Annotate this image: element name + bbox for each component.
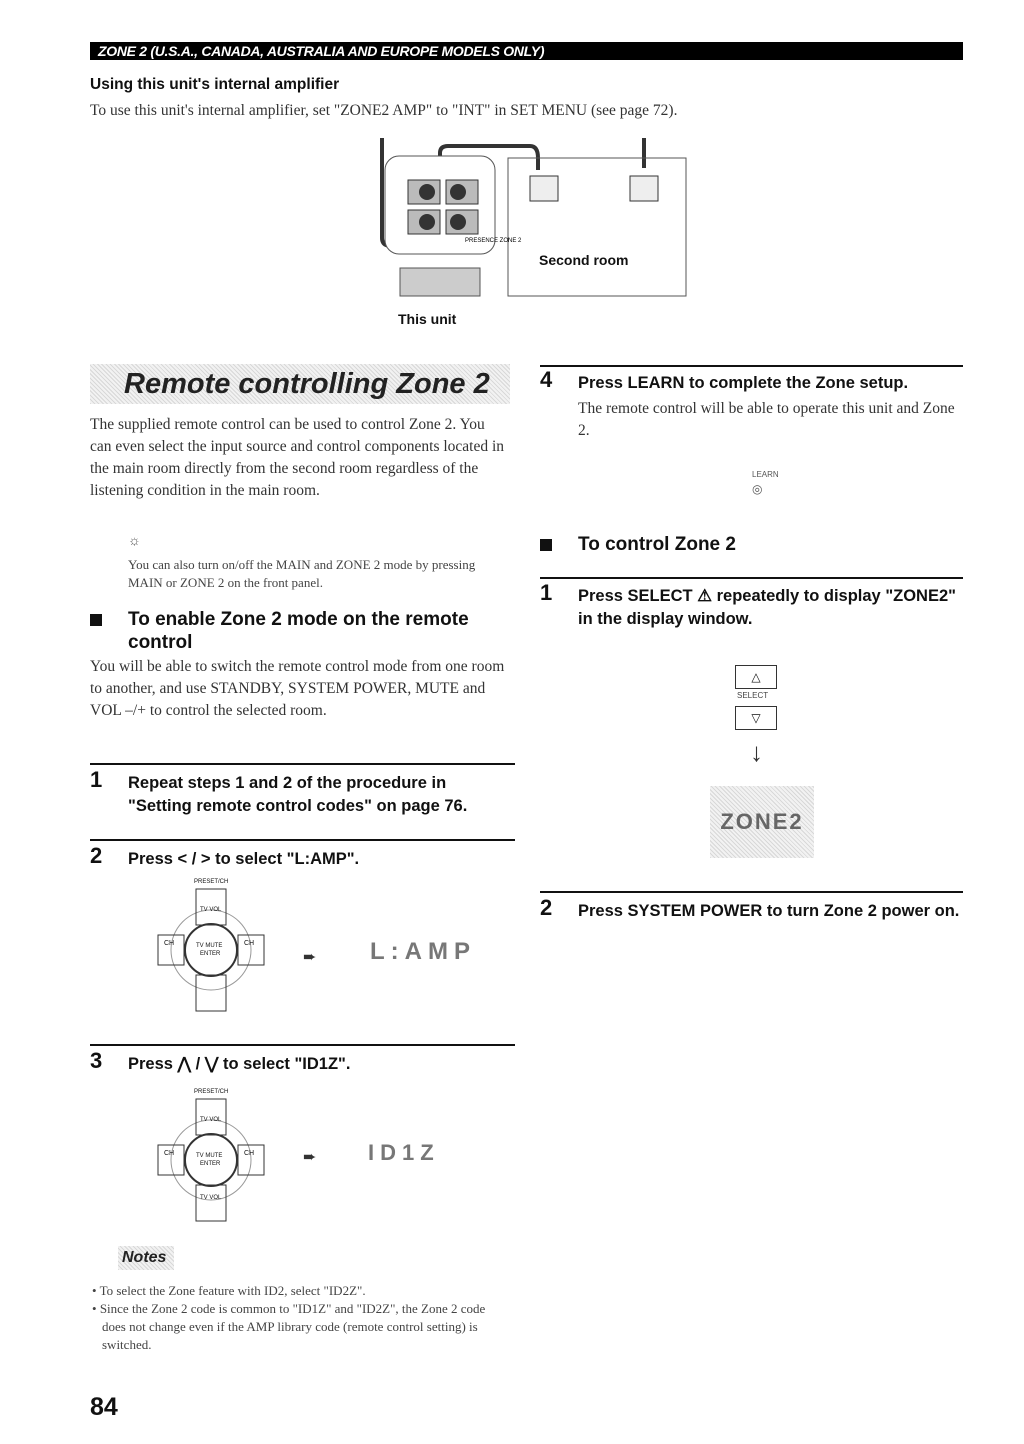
remote-section-notes-0: To select the Zone feature with ID2, select "ID2Z". — [99, 1283, 366, 1298]
step-3 — [90, 1048, 510, 1076]
page-number: 84 — [90, 1393, 118, 1421]
remote-section-steps-1-text: Press < / > to select "L:AMP". — [128, 850, 360, 868]
control-zone2-heading — [540, 533, 960, 556]
lcd-display-id1z: ID1Z — [368, 1140, 440, 1165]
control-zone2-steps-1-num: 2 — [540, 895, 553, 920]
arrow-down-icon: ↓ — [750, 738, 763, 767]
lcd-display-lamp: L:AMP — [370, 938, 476, 965]
remote-section-remote-labels-preset: PRESET/CH — [194, 1089, 229, 1095]
internal-amp-text: To use this unit's internal amplifier, set "ZONE2 AMP" to "INT" in SET MENU (see page 72). — [90, 102, 678, 119]
control-zone2-steps-1-text: Press SYSTEM POWER to turn Zone 2 power on. — [578, 902, 960, 920]
step-4-detail: The remote control will be able to operate this unit and Zone 2. — [578, 400, 955, 439]
divider — [90, 839, 515, 841]
notes-banner — [118, 1246, 174, 1270]
remote-section-remote-labels-enter: ENTER — [200, 951, 221, 957]
remote-section-remote-labels-mute: TV MUTE — [196, 1153, 223, 1159]
remote-section-steps-1-num: 2 — [90, 843, 103, 868]
control-zone2-steps-0-num: 1 — [540, 580, 553, 605]
learn-button-illustration: LEARN — [752, 470, 779, 479]
step-2 — [90, 843, 510, 871]
connection-diagram — [360, 138, 700, 338]
remote-section-steps-2-text: Press ⋀ / ⋁ to select "ID1Z". — [128, 1055, 351, 1073]
learn-button-icon: ◎ — [752, 482, 763, 496]
control-zone2-steps-0-display: ZONE2 — [720, 809, 804, 834]
divider — [90, 763, 515, 765]
notes-list — [92, 1282, 502, 1354]
internal-amp-heading: Using this unit's internal amplifier — [90, 76, 340, 93]
control-zone2-heading: To control Zone 2 — [578, 534, 736, 555]
arrow-right-icon: ➨ — [303, 1149, 317, 1166]
remote-section-notes-title: Notes — [122, 1249, 167, 1266]
enable-text: You will be able to switch the remote control mode from one room to another, and use STANDBY, SYSTEM POWER, MUTE and VOL –/+ to control the selected room. — [90, 658, 505, 719]
remote-pad-illustration — [146, 879, 276, 1015]
remote-section-steps-3-text: Press LEARN to complete the Zone setup. — [578, 374, 909, 392]
control-zone2-steps-0-text: Press SELECT ⚠ repeatedly to display "ZONE2" in the display window. — [578, 587, 956, 628]
remote-section-remote-labels-enter: ENTER — [200, 1161, 221, 1167]
select-label: SELECT — [737, 691, 769, 700]
remote-pad-illustration — [146, 1089, 276, 1225]
remote-section-remote-labels-tv-vol: TV VOL — [200, 1195, 222, 1201]
enable-heading — [90, 608, 510, 654]
remote-section-remote-labels-preset: PRESET/CH — [194, 879, 229, 885]
remote-section-notes-1: Since the Zone 2 code is common to "ID1Z" and "ID2Z", the Zone 2 code does not change even if the AMP library code (remote control setting) is switched. — [99, 1301, 486, 1352]
select-down-button-icon: ▽ — [735, 706, 777, 730]
remote-section-remote-labels-ch: CH — [164, 1150, 175, 1157]
remote-section-remote-labels-ch: CH — [244, 1150, 255, 1157]
this-unit-label: This unit — [398, 311, 457, 327]
remote-section-steps-0-text: Repeat steps 1 and 2 of the procedure in "Setting remote control codes" on page 76. — [128, 774, 468, 815]
intro-paragraph: The supplied remote control can be used to control Zone 2. You can even select the input source and control components located in the main room directly from the second room regardless of the listening condition in the main room. — [90, 416, 505, 499]
terminal-label: PRESENCE ZONE 2 — [465, 238, 522, 244]
remote-section-remote-labels-tv-vol: TV VOL — [200, 907, 222, 913]
tip-icon: ☼ — [128, 534, 141, 549]
display-window — [710, 786, 814, 858]
divider — [540, 891, 963, 893]
remote-section-remote-labels-ch: CH — [164, 940, 175, 947]
control-step-2 — [540, 895, 963, 923]
tip-text: You can also turn on/off the MAIN and ZONE 2 mode by pressing MAIN or ZONE 2 on the front panel. — [128, 557, 476, 590]
arrow-right-icon: ➨ — [303, 949, 317, 966]
remote-section-steps-2-num: 3 — [90, 1048, 103, 1073]
section-header-bar: ZONE 2 (U.S.A., CANADA, AUSTRALIA AND EUROPE MODELS ONLY) — [90, 42, 963, 60]
remote-section-remote-labels-mute: TV MUTE — [196, 943, 223, 949]
step-1 — [90, 767, 510, 818]
remote-section-remote-labels-tv-vol: TV VOL — [200, 1117, 222, 1123]
divider — [540, 365, 963, 367]
section-title-banner — [90, 364, 510, 404]
note-item: • To select the Zone feature with ID2, select "ID2Z". — [92, 1283, 366, 1298]
select-up-button-icon: △ — [735, 665, 777, 689]
remote-section-steps-3-num: 4 — [540, 367, 553, 392]
note-item: • Since the Zone 2 code is common to "ID1Z" and "ID2Z", the Zone 2 code does not change even if the AMP library code (remote control setting) is switched. — [92, 1301, 486, 1352]
section-title: Remote controlling Zone 2 — [124, 368, 490, 400]
step-4 — [540, 367, 963, 395]
divider — [90, 1044, 515, 1046]
divider — [540, 577, 963, 579]
control-step-1 — [540, 580, 960, 631]
remote-section-remote-labels-ch: CH — [244, 940, 255, 947]
remote-section-steps-0-num: 1 — [90, 767, 103, 792]
second-room-label: Second room — [539, 252, 629, 268]
remote-section-enable-heading: To enable Zone 2 mode on the remote control — [128, 609, 469, 653]
